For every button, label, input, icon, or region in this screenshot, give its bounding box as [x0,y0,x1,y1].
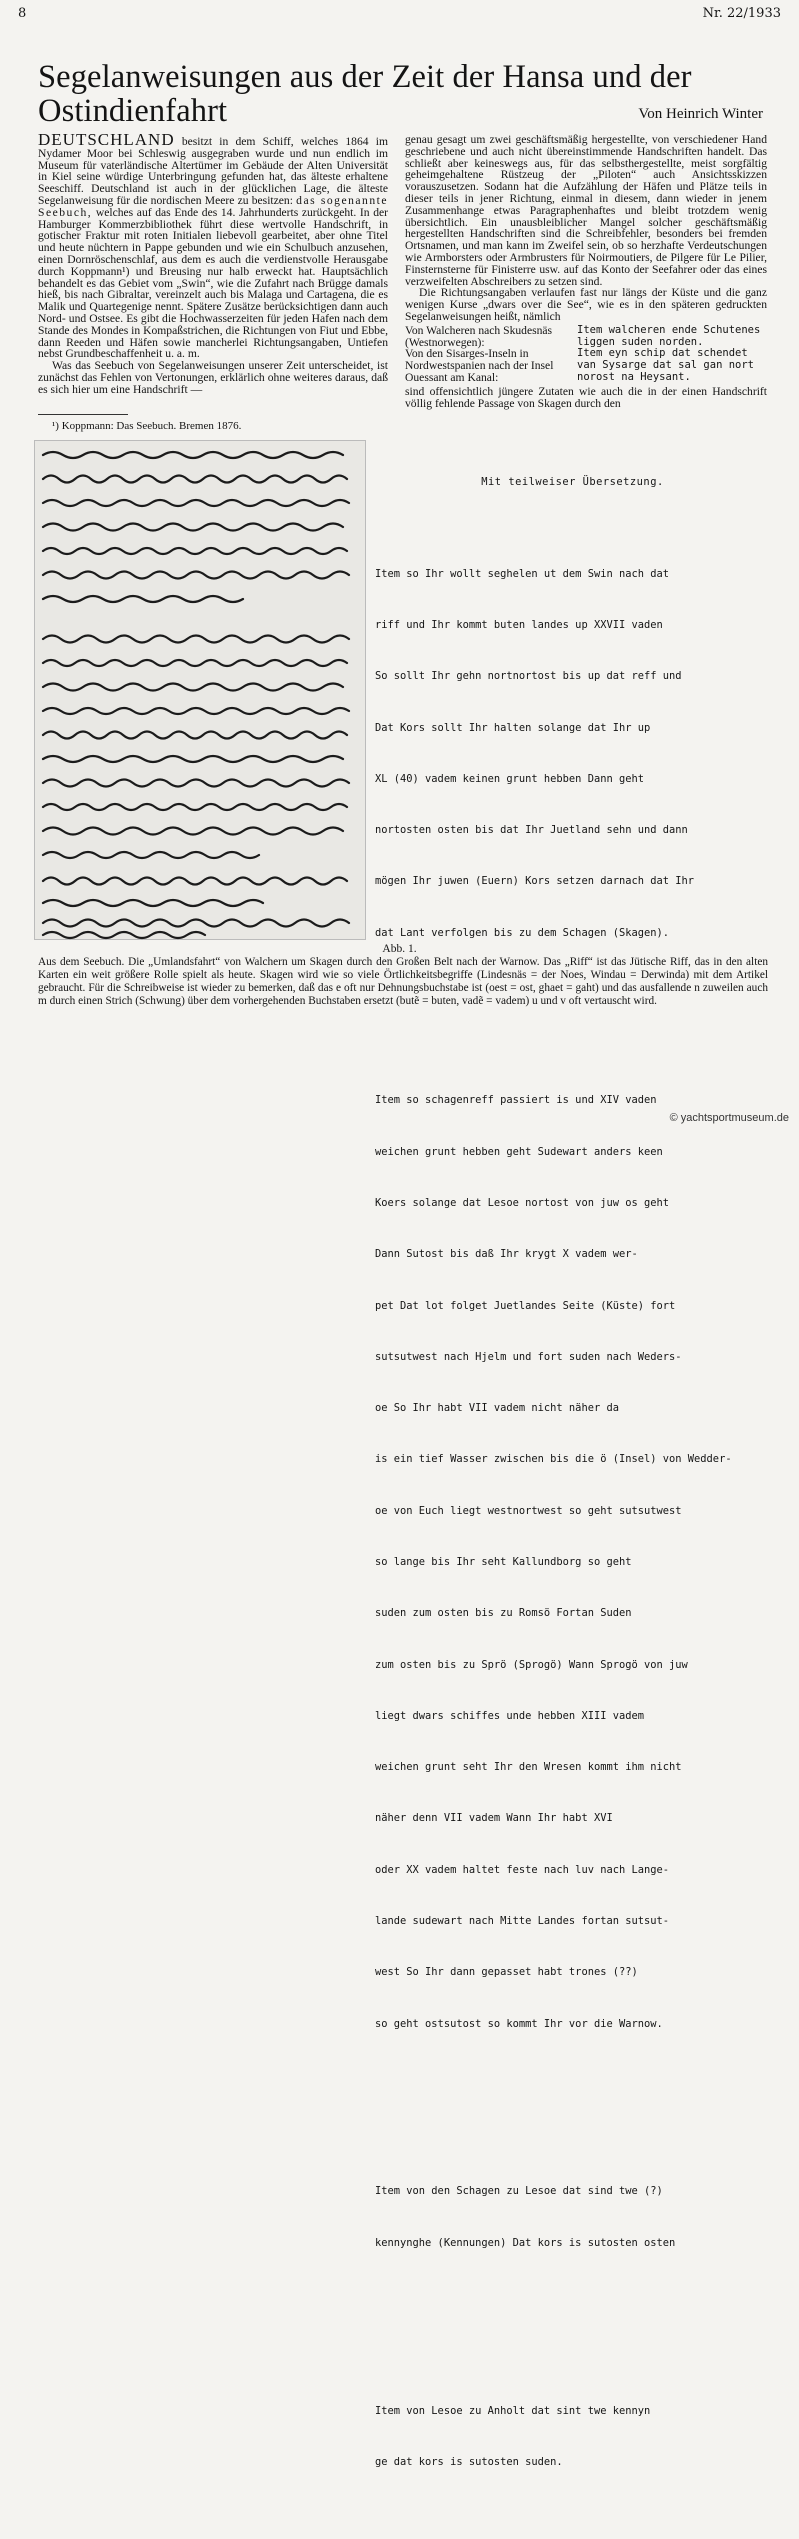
transcription-line: dat Lant verfolgen bis zu dem Schagen (Skagen). [375,926,670,939]
transcription-line: oe von Euch liegt westnortwest so geht sutsutwest [375,1504,682,1517]
transcription-line: Item so Ihr wollt seghelen ut dem Swin nach dat [375,567,670,580]
manuscript-image [34,440,366,940]
transcription-line: zum osten bis zu Sprö (Sprogö) Wann Sprogö von juw [375,1658,688,1671]
left-paragraph-2: Was das Seebuch von Segelanweisungen unserer Zeit unterscheidet, ist zunächst das Fehlen von Vertonungen, erklärlich ohne weiteres daraus, daß es sich hier um eine Handschrift — [38,359,388,396]
transcription-line: pet Dat lot folget Juetlandes Seite (Küste) fort [375,1299,676,1312]
dropcap-word: DEUTSCHLAND [38,130,175,149]
transcription-line: so lange bis Ihr seht Kallundborg so geht [375,1556,632,1568]
transcription-line: so geht ostsutost so kommt Ihr vor die Warnow. [375,2017,663,2030]
page-number: 8 [18,6,27,21]
right-paragraph-2: Die Richtungsangaben verlaufen fast nur längs der Küste und die ganz wenigen Kurse „dwars over die See“, wie es in den späteren gedruckten Segelanweisungen heißt, nämlich [405,286,767,323]
transcription-line: näher denn VII vadem Wann Ihr habt XVI [375,1812,613,1825]
transcription-line: weichen grunt hebben geht Sudewart anders keen [375,1145,663,1158]
figure-caption-text: Aus dem Seebuch. Die „Umlandsfahrt“ von Walchern um Skagen durch den Großen Belt nach der Warnow. Das „Riff“ ist das Jütische Riff, das in den alten Karten ein weit größere Rolle spielt als heute. Skagen wird wie so viele Örtlichkeitsbegriffe (Lindesnäs = der Noes, Windau = Derwinda) mit dem Artikel gebraucht. Für die Schreibweise ist wieder zu bemerken, daß das e oft nur Dehnungsbuchstabe ist (oest = ost, ghaet = gaht) und das ausfallende n zuweilen auch m durch einen Strich (Schwung) über dem vorhergehenden Buchstaben ersetzt (butẽ = buten, vadẽ = vadem) u und v oft vertauscht wird. [38,956,768,1007]
transcription-line: lande sudewart nach Mitte Landes fortan sutsut- [375,1914,670,1927]
course-pair [405,348,767,383]
figure-caption [38,956,768,1008]
right-paragraph-3: sind offensichtlich jüngere Zutaten wie auch die in der einen Handschrift völlig fehlende Passage von Skagen durch den [405,384,767,410]
course-location: Von den Sisarges-Inseln in Nordwestspanien nach der Insel Ouessant am Kanal: [405,347,554,384]
transcription-line: west So Ihr dann gepasset habt trones (??) [375,1966,638,1979]
issue-number: Nr. 22/1933 [702,6,781,21]
transcription [375,440,785,2539]
transcription-block-1 [375,531,785,975]
transcription-line: oder XX vadem haltet feste nach luv nach Lange- [375,1863,670,1876]
manuscript-scribbles [35,441,365,939]
left-para1-end: welches auf das Ende des 14. Jahrhunderts zurückgeht. In der Hamburger Kommerzbibliothek führt diese wertvolle Handschrift, in gotischer Fraktur mit roten Initialen liebevoll gearbeitet, aber ohne Titel und heute nüchtern in Pappe gebunden und wie ein Schulbuch anzusehen, einen Dornröschenschlaf, aus dem es auch die verdienstvolle Herausgabe durch Koppmann¹) und Breusing nur halb erweckt hat. Hauptsächlich behandelt es das Gebiet vom „Swin“, wie die Zufahrt nach Brügge damals hieß, bis nach Gibraltar, vereinzelt auch bis Malaga und Cartagena, die es Malik und Quartegenige nennt. Spätere Zusätze berücksichtigen dann auch Nord- und Ostsee. Es gibt die Hochwasserzeiten für jeden Hafen nach dem Stande des Mondes in Kompaßstrichen, die Richtungen von Fiut und Ebbe, dann Reeden und Häfen sowie mancherlei Richtungsangaben, Untiefen nebst Grundbeschaffenheit u. a. m. [38,205,388,361]
footnote: ¹) Koppmann: Das Seebuch. Bremen 1876. [52,420,242,432]
transcription-line: Item von den Schagen zu Lesoe dat sind twe (?) [375,2185,663,2198]
transcription-line: oe So Ihr habt VII vadem nicht näher da [375,1402,619,1415]
left-para1-text: besitzt in dem Schiff, welches 1864 im Nydamer Moor bei Schleswig ausgegraben wurde und nun endlich im Museum für vaterländische Altertümer im Gebäude der Alten Universität in Kiel seine würdige Unterbringung gefunden hat, das älteste erhaltene Seeschiff. Deutschland ist auch in der glücklichen Lage, die älteste Segelanweisung für die nordischen Meere zu besitzen: [38,135,388,207]
transcription-block-2 [375,1058,785,2067]
article-title: Segelanweisungen aus der Zeit der Hansa und der Ostindienfahrt [38,59,692,129]
left-column [38,130,388,396]
transcription-line: is ein tief Wasser zwischen bis die ö (Insel) von Wedder- [375,1453,732,1466]
transcription-line: weichen grunt seht Ihr den Wresen kommt ihm nicht [375,1761,682,1774]
transcription-line: liegt dwars schiffes unde hebben XIII vadem [375,1709,644,1722]
footnote-rule [38,414,128,415]
transcription-line: Item von Lesoe zu Anholt dat sint twe kennyn [375,2404,651,2417]
byline: Von Heinrich Winter [638,106,763,122]
seebuch-term: das sogenannte Seebuch, [38,193,388,219]
transcription-line: riff und Ihr kommt buten landes up XXVII vaden [375,618,663,631]
transcription-line: Item so schagenreff passiert is und XIV vaden [375,1094,657,1107]
watermark: © yachtsportmuseum.de [669,1112,789,1124]
transcription-line: mögen Ihr juwen (Euern) Kors setzen darnach dat Ihr [375,875,695,888]
course-location: Von Walcheren nach Skudesnäs (Westnorwegen): [405,323,553,349]
transcription-line: kennynghe (Kennungen) Dat kors is sutosten osten [375,2236,676,2249]
transcription-line: Koers solange dat Lesoe nortost von juw os geht [375,1197,670,1210]
right-column [405,134,767,409]
course-pair [405,325,767,349]
course-pairs [405,325,767,384]
transcription-block-4 [375,2368,785,2505]
transcription-line: nortosten osten bis dat Ihr Juetland sehn und dann [375,824,688,837]
transcription-block-3 [375,2149,785,2286]
transcription-line: So sollt Ihr gehn nortnortost bis up dat reff und [375,670,682,683]
figure-caption-title: Abb. 1. [382,943,417,955]
left-paragraph-1 [38,130,388,361]
transcription-line: Dann Sutost bis daß Ihr krygt X vadem wer- [375,1248,638,1261]
right-paragraph-1: genau gesagt um zwei geschäftsmäßig hergestellte, von verschiedener Hand geschriebene und auch nicht übereinstimmende Handschriften handelt. Das schließt aber keineswegs aus, für das selbsthergestellte, meist sorgfältig geheimgehaltene Rüstzeug der „Piloten“ auch Ansichtsskizzen vorauszusetzen. Sodann hat die Aufzählung der Häfen und Plätze teils in dieser teils in jener Richtung, einmal in diesem, dann wieder in jenem Zusammenhange etwas Paragraphenhaftes und bleibt trotzdem wenig übersichtlich. Ein unausbleiblicher Mangel solcher geschäftsmäßig hergestellten Handschriften sind die Schreibfehler, besonders bei fremden Ortsnamen, und man kann im Zweifel sein, ob so herzhafte Verdeutschungen wie Armborsters oder Armbrusters für Noirmoutiers, de Pilgere für Le Pilier, Finsternsterne für Finisterre usw. auf das Konto der Seefahrer oder das eines verzweifelten Abschreibers zu setzen sind. [405,133,767,288]
transcription-line: Dat Kors sollt Ihr halten solange dat Ihr up [375,721,651,734]
transcription-heading: Mit teilweiser Übersetzung. [481,476,664,489]
transcription-line: XL (40) vadem keinen grunt hebben Dann geht [375,772,644,785]
transcription-line: suden zum osten bis zu Romsö Fortan Suden [375,1607,632,1620]
transcription-line: sutsutwest nach Hjelm und fort suden nach Weders- [375,1350,682,1363]
course-quote: Item walcheren ende Schutenes liggen suden norden. [577,323,761,348]
transcription-line: ge dat kors is sutosten suden. [375,2455,563,2468]
course-quote: Item eyn schip dat schendet van Sysarge dat sal gan nort norost na Heysant. [577,347,755,383]
